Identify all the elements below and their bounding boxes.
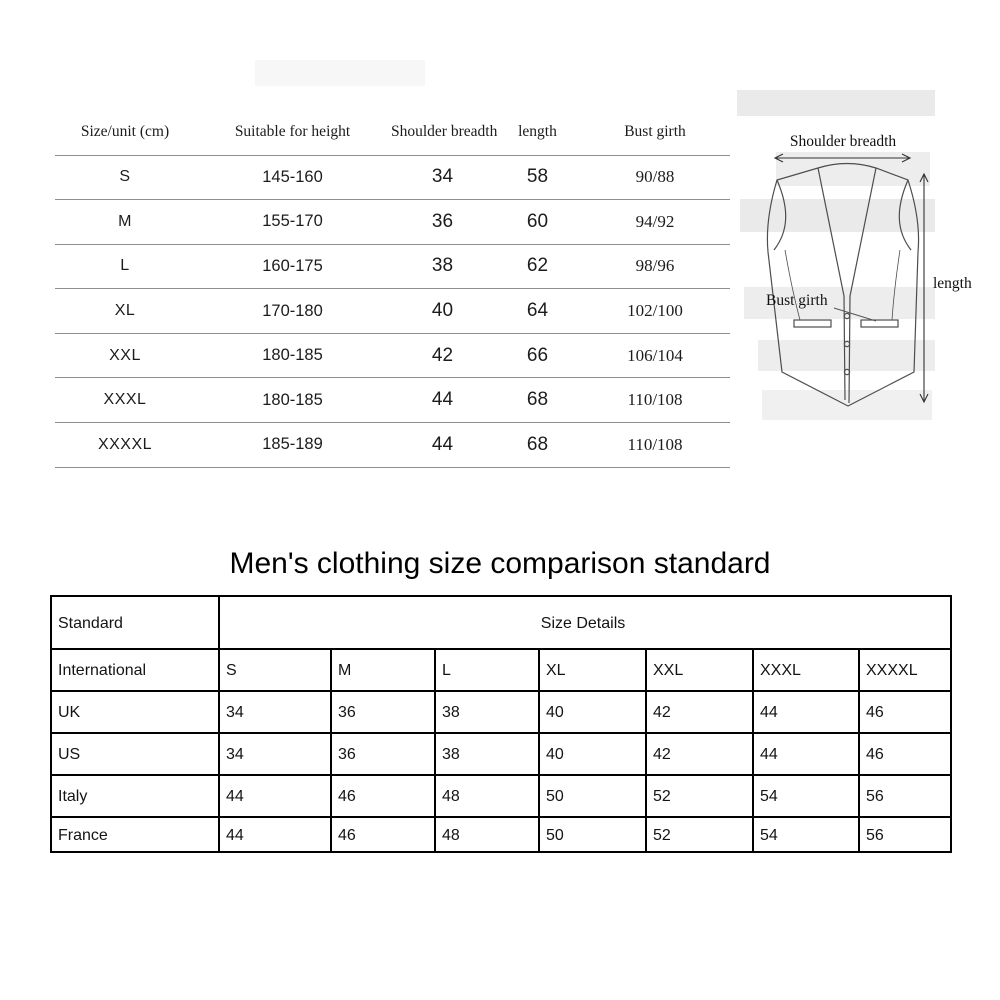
size-value-cell: M bbox=[331, 649, 435, 691]
size-value-cell: 56 bbox=[859, 817, 951, 852]
height-cell: 180-185 bbox=[262, 346, 323, 365]
size-value-cell: S bbox=[219, 649, 331, 691]
watermark-band bbox=[737, 90, 935, 116]
size-comparison-table bbox=[50, 595, 952, 853]
size-cell: S bbox=[119, 168, 131, 186]
shoulder-cell: 40 bbox=[431, 300, 454, 322]
size-value-cell: 46 bbox=[859, 691, 951, 733]
height-cell: 170-180 bbox=[262, 301, 323, 320]
size-value-cell: 44 bbox=[219, 817, 331, 852]
col-header-size-unit: Size/unit (cm) bbox=[80, 123, 170, 141]
size-value-cell: 46 bbox=[859, 733, 951, 775]
shoulder-breadth-label: Shoulder breadth bbox=[789, 133, 897, 150]
size-spec-table bbox=[55, 110, 730, 468]
length-cell: 66 bbox=[526, 344, 549, 366]
height-cell: 145-160 bbox=[262, 167, 323, 186]
shoulder-cell: 34 bbox=[431, 166, 454, 188]
size-cell: XL bbox=[114, 302, 136, 320]
watermark-band bbox=[255, 60, 425, 86]
size-cell: XXL bbox=[109, 346, 141, 364]
shoulder-cell: 42 bbox=[431, 344, 454, 366]
size-value-cell: 38 bbox=[435, 691, 539, 733]
shoulder-cell: 36 bbox=[431, 210, 454, 232]
size-value-cell: XXL bbox=[646, 649, 753, 691]
length-cell: 68 bbox=[526, 433, 549, 455]
comparison-row bbox=[51, 691, 951, 733]
length-cell: 58 bbox=[526, 166, 549, 188]
table-row bbox=[55, 155, 730, 200]
size-value-cell: 40 bbox=[539, 691, 646, 733]
length-cell: 62 bbox=[526, 255, 549, 277]
bust-cell: 110/108 bbox=[627, 390, 683, 410]
length-label: length bbox=[933, 275, 972, 292]
region-cell: France bbox=[51, 817, 219, 852]
table-row bbox=[55, 289, 730, 334]
col-header-length: length bbox=[518, 123, 557, 141]
shoulder-cell: 38 bbox=[431, 255, 454, 277]
size-value-cell: 40 bbox=[539, 733, 646, 775]
table-row bbox=[55, 378, 730, 423]
size-value-cell: 56 bbox=[859, 775, 951, 817]
bust-cell: 110/108 bbox=[627, 434, 683, 454]
comparison-row bbox=[51, 775, 951, 817]
region-cell: US bbox=[51, 733, 219, 775]
size-value-cell: 52 bbox=[646, 817, 753, 852]
size-cell: L bbox=[120, 257, 130, 275]
size-value-cell: 52 bbox=[646, 775, 753, 817]
size-value-cell: 46 bbox=[331, 775, 435, 817]
size-value-cell: 44 bbox=[219, 775, 331, 817]
bust-girth-label: Bust girth bbox=[766, 292, 828, 309]
bust-cell: 98/96 bbox=[635, 256, 675, 276]
bust-cell: 102/100 bbox=[627, 301, 683, 321]
region-cell: UK bbox=[51, 691, 219, 733]
bust-cell: 106/104 bbox=[627, 345, 683, 365]
height-cell: 180-185 bbox=[262, 390, 323, 409]
size-cell: M bbox=[118, 212, 132, 230]
size-value-cell: 48 bbox=[435, 775, 539, 817]
table-row bbox=[55, 423, 730, 468]
region-cell: Italy bbox=[51, 775, 219, 817]
size-details-header-cell: Size Details bbox=[219, 596, 951, 649]
length-cell: 64 bbox=[526, 300, 549, 322]
size-value-cell: 34 bbox=[219, 733, 331, 775]
bust-cell: 90/88 bbox=[635, 167, 675, 187]
size-value-cell: XL bbox=[539, 649, 646, 691]
table-row bbox=[55, 244, 730, 289]
comparison-row bbox=[51, 649, 951, 691]
table-row bbox=[55, 200, 730, 245]
size-cell: XXXXL bbox=[97, 435, 153, 453]
size-value-cell: 38 bbox=[435, 733, 539, 775]
page-title: Men's clothing size comparison standard bbox=[229, 547, 771, 580]
comparison-header-row bbox=[51, 596, 951, 649]
size-value-cell: 50 bbox=[539, 775, 646, 817]
standard-header-cell: Standard bbox=[51, 596, 219, 649]
col-header-bust: Bust girth bbox=[624, 123, 686, 141]
size-value-cell: 46 bbox=[331, 817, 435, 852]
size-cell: XXXL bbox=[103, 391, 147, 409]
size-value-cell: 54 bbox=[753, 817, 859, 852]
bust-cell: 94/92 bbox=[635, 211, 675, 231]
shoulder-breadth-arrow bbox=[775, 154, 910, 162]
size-value-cell: 34 bbox=[219, 691, 331, 733]
length-cell: 60 bbox=[526, 210, 549, 232]
size-value-cell: 36 bbox=[331, 733, 435, 775]
size-value-cell: 42 bbox=[646, 691, 753, 733]
size-value-cell: XXXXL bbox=[859, 649, 951, 691]
size-value-cell: L bbox=[435, 649, 539, 691]
vest-size-diagram bbox=[730, 128, 990, 428]
bust-girth-leader-line bbox=[834, 308, 876, 321]
size-value-cell: 50 bbox=[539, 817, 646, 852]
length-arrow bbox=[920, 174, 928, 402]
size-table-header-row bbox=[55, 110, 730, 155]
vest-illustration bbox=[767, 164, 918, 407]
size-value-cell: 54 bbox=[753, 775, 859, 817]
shoulder-cell: 44 bbox=[431, 433, 454, 455]
size-value-cell: 44 bbox=[753, 733, 859, 775]
comparison-row bbox=[51, 733, 951, 775]
size-value-cell: XXXL bbox=[753, 649, 859, 691]
length-cell: 68 bbox=[526, 389, 549, 411]
size-value-cell: 42 bbox=[646, 733, 753, 775]
size-value-cell: 44 bbox=[753, 691, 859, 733]
height-cell: 185-189 bbox=[262, 435, 323, 454]
shoulder-cell: 44 bbox=[431, 389, 454, 411]
size-value-cell: 36 bbox=[331, 691, 435, 733]
height-cell: 155-170 bbox=[262, 212, 323, 231]
height-cell: 160-175 bbox=[262, 256, 323, 275]
size-value-cell: 48 bbox=[435, 817, 539, 852]
col-header-shoulder: Shoulder breadth bbox=[391, 123, 498, 141]
col-header-height: Suitable for height bbox=[234, 123, 351, 141]
region-cell: International bbox=[51, 649, 219, 691]
table-row bbox=[55, 333, 730, 378]
comparison-row bbox=[51, 817, 951, 852]
